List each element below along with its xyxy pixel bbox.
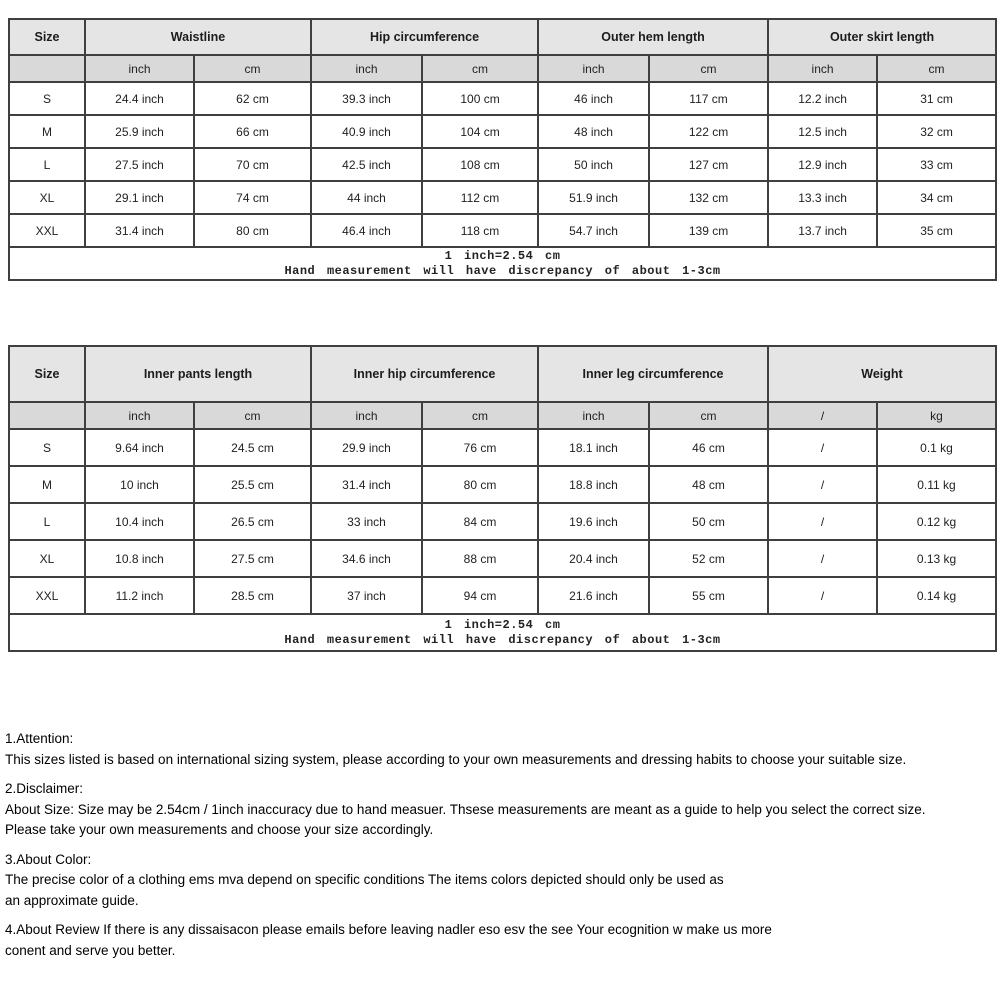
group-header-cell: Weight [768, 346, 996, 402]
unit-header-empty-cell [9, 55, 85, 82]
value-cell: 37 inch [311, 577, 422, 614]
size-header-cell: Size [9, 19, 85, 55]
value-cell: 10.8 inch [85, 540, 194, 577]
value-cell: 100 cm [422, 82, 538, 115]
group-header-row [9, 346, 996, 402]
value-cell: 74 cm [194, 181, 311, 214]
value-cell: 80 cm [422, 466, 538, 503]
note-line: The precise color of a clothing ems mva depend on specific conditions The items colors depicted should only be used as [5, 872, 724, 887]
value-cell: 25.9 inch [85, 115, 194, 148]
value-cell: 12.2 inch [768, 82, 877, 115]
group-header-cell: Hip circumference [311, 19, 538, 55]
note-line: This sizes listed is based on international sizing system, please according to your own measurements and dressing habits to choose your suitable size. [5, 751, 907, 767]
value-cell: 21.6 inch [538, 577, 649, 614]
footnote-row [9, 247, 996, 280]
unit-header-cell: cm [422, 402, 538, 429]
value-cell: 31.4 inch [85, 214, 194, 247]
value-cell: 48 cm [649, 466, 768, 503]
size-row [9, 115, 996, 148]
unit-header-cell: inch [768, 55, 877, 82]
value-cell: 80 cm [194, 214, 311, 247]
value-cell: 84 cm [422, 503, 538, 540]
value-cell: 76 cm [422, 429, 538, 466]
value-cell: 55 cm [649, 577, 768, 614]
size-row [9, 503, 996, 540]
note-paragraph [5, 920, 997, 961]
unit-header-cell: kg [877, 402, 996, 429]
size-cell: L [9, 503, 85, 540]
value-cell: 40.9 inch [311, 115, 422, 148]
value-cell: 33 cm [877, 148, 996, 181]
note-line: About Size: Size may be 2.54cm / 1inch inaccuracy due to hand measuer. Thsese measurements are meant as a guide to help you select the correct size. [5, 801, 926, 817]
size-row [9, 214, 996, 247]
value-cell: / [768, 429, 877, 466]
value-cell: 108 cm [422, 148, 538, 181]
note-line: 1.Attention: [5, 731, 74, 746]
footnote-line: 1 inch=2.54 cm [444, 248, 561, 263]
unit-header-cell: inch [85, 55, 194, 82]
outer-size-table [8, 18, 997, 281]
value-cell: 10 inch [85, 466, 194, 503]
group-header-cell: Waistline [85, 19, 311, 55]
value-cell: 54.7 inch [538, 214, 649, 247]
group-header-cell: Inner hip circumference [311, 346, 538, 402]
value-cell: 35 cm [877, 214, 996, 247]
value-cell: 27.5 inch [85, 148, 194, 181]
value-cell: 0.12 kg [877, 503, 996, 540]
value-cell: / [768, 503, 877, 540]
note-line: 2.Disclaimer: [5, 781, 84, 796]
unit-header-row [9, 55, 996, 82]
footnote-line: Hand measurement will have discrepancy of about 1-3cm [284, 263, 721, 278]
value-cell: 31.4 inch [311, 466, 422, 503]
size-row [9, 577, 996, 614]
unit-header-cell: cm [194, 402, 311, 429]
size-cell: XL [9, 540, 85, 577]
value-cell: 13.3 inch [768, 181, 877, 214]
value-cell: 13.7 inch [768, 214, 877, 247]
footnote-line: Hand measurement will have discrepancy of about 1-3cm [284, 632, 721, 647]
note-line: 3.About Color: [5, 851, 92, 867]
note-line: Please take your own measurements and choose your size accordingly. [5, 822, 434, 837]
footnote-cell [9, 247, 996, 280]
unit-header-cell: cm [194, 55, 311, 82]
value-cell: 27.5 cm [194, 540, 311, 577]
size-cell: XXL [9, 214, 85, 247]
unit-header-cell: inch [311, 55, 422, 82]
value-cell: 50 inch [538, 148, 649, 181]
value-cell: 18.1 inch [538, 429, 649, 466]
value-cell: / [768, 540, 877, 577]
value-cell: 118 cm [422, 214, 538, 247]
value-cell: 19.6 inch [538, 503, 649, 540]
value-cell: 52 cm [649, 540, 768, 577]
value-cell: 50 cm [649, 503, 768, 540]
size-cell: S [9, 429, 85, 466]
value-cell: 29.1 inch [85, 181, 194, 214]
footnote-line: 1 inch=2.54 cm [444, 617, 561, 632]
unit-header-cell: inch [538, 402, 649, 429]
value-cell: / [768, 577, 877, 614]
size-cell: M [9, 115, 85, 148]
unit-header-empty-cell [9, 402, 85, 429]
unit-header-cell: cm [649, 55, 768, 82]
value-cell: 127 cm [649, 148, 768, 181]
group-header-cell: Inner leg circumference [538, 346, 768, 402]
value-cell: 0.13 kg [877, 540, 996, 577]
group-header-cell: Outer hem length [538, 19, 768, 55]
value-cell: 32 cm [877, 115, 996, 148]
size-row [9, 429, 996, 466]
group-header-cell: Inner pants length [85, 346, 311, 402]
value-cell: 104 cm [422, 115, 538, 148]
value-cell: 20.4 inch [538, 540, 649, 577]
value-cell: 34.6 inch [311, 540, 422, 577]
size-row [9, 540, 996, 577]
value-cell: 31 cm [877, 82, 996, 115]
size-cell: XXL [9, 577, 85, 614]
value-cell: 88 cm [422, 540, 538, 577]
value-cell: 24.5 cm [194, 429, 311, 466]
value-cell: 18.8 inch [538, 466, 649, 503]
value-cell: 132 cm [649, 181, 768, 214]
note-paragraph [5, 850, 997, 912]
note-paragraph [5, 729, 997, 770]
value-cell: 0.14 kg [877, 577, 996, 614]
value-cell: 24.4 inch [85, 82, 194, 115]
unit-header-cell: cm [649, 402, 768, 429]
value-cell: 117 cm [649, 82, 768, 115]
value-cell: 42.5 inch [311, 148, 422, 181]
note-paragraph [5, 779, 997, 841]
value-cell: 9.64 inch [85, 429, 194, 466]
value-cell: 94 cm [422, 577, 538, 614]
value-cell: 39.3 inch [311, 82, 422, 115]
note-line: conent and serve you better. [5, 942, 176, 958]
size-row [9, 148, 996, 181]
value-cell: 46 cm [649, 429, 768, 466]
value-cell: 122 cm [649, 115, 768, 148]
value-cell: / [768, 466, 877, 503]
group-header-cell: Outer skirt length [768, 19, 996, 55]
size-cell: M [9, 466, 85, 503]
value-cell: 28.5 cm [194, 577, 311, 614]
unit-header-cell: / [768, 402, 877, 429]
value-cell: 29.9 inch [311, 429, 422, 466]
unit-header-row [9, 402, 996, 429]
unit-header-cell: cm [422, 55, 538, 82]
size-cell: S [9, 82, 85, 115]
size-cell: XL [9, 181, 85, 214]
size-header-cell: Size [9, 346, 85, 402]
unit-header-cell: inch [538, 55, 649, 82]
value-cell: 12.9 inch [768, 148, 877, 181]
value-cell: 34 cm [877, 181, 996, 214]
value-cell: 66 cm [194, 115, 311, 148]
group-header-row [9, 19, 996, 55]
footnote-row [9, 614, 996, 651]
size-row [9, 181, 996, 214]
value-cell: 0.11 kg [877, 466, 996, 503]
value-cell: 46.4 inch [311, 214, 422, 247]
size-row [9, 82, 996, 115]
value-cell: 10.4 inch [85, 503, 194, 540]
value-cell: 46 inch [538, 82, 649, 115]
value-cell: 51.9 inch [538, 181, 649, 214]
value-cell: 62 cm [194, 82, 311, 115]
value-cell: 48 inch [538, 115, 649, 148]
value-cell: 0.1 kg [877, 429, 996, 466]
inner-size-table [8, 345, 997, 652]
size-row [9, 466, 996, 503]
value-cell: 11.2 inch [85, 577, 194, 614]
value-cell: 112 cm [422, 181, 538, 214]
value-cell: 139 cm [649, 214, 768, 247]
footnote-cell [9, 614, 996, 651]
note-line: an approximate guide. [5, 892, 139, 908]
value-cell: 26.5 cm [194, 503, 311, 540]
size-cell: L [9, 148, 85, 181]
unit-header-cell: inch [85, 402, 194, 429]
value-cell: 70 cm [194, 148, 311, 181]
note-line: 4.About Review If there is any dissaisacon please emails before leaving nadler eso esv the see Your ecognition w make us more [5, 922, 772, 937]
unit-header-cell: cm [877, 55, 996, 82]
value-cell: 33 inch [311, 503, 422, 540]
value-cell: 44 inch [311, 181, 422, 214]
value-cell: 25.5 cm [194, 466, 311, 503]
notes-section [5, 729, 997, 970]
unit-header-cell: inch [311, 402, 422, 429]
value-cell: 12.5 inch [768, 115, 877, 148]
